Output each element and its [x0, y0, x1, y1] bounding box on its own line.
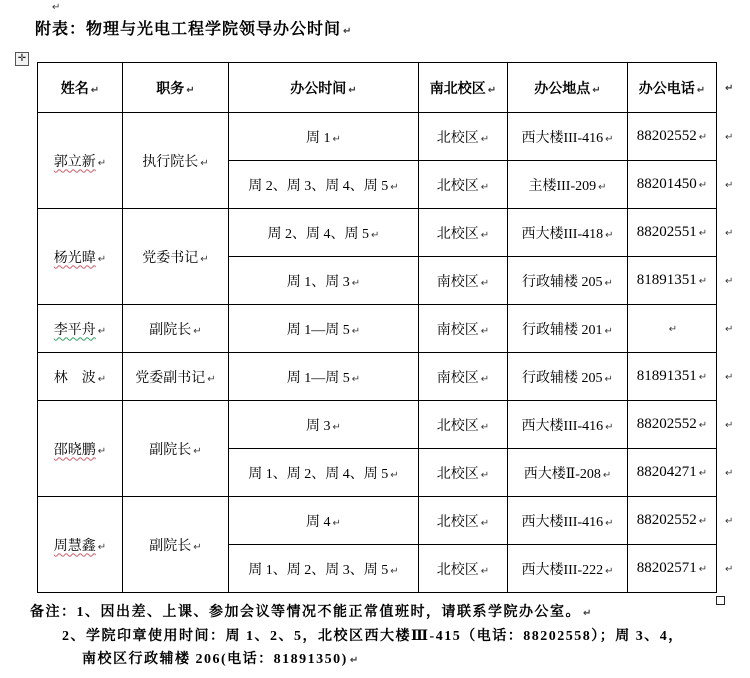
campus-cell-text: 北校区 [436, 562, 479, 578]
phone-cell [628, 401, 717, 449]
note-line-2 [62, 625, 730, 648]
name-cell-text: 李平舟 [53, 322, 96, 338]
time-cell [229, 545, 419, 593]
campus-cell [419, 353, 508, 401]
cell-end-mark: ↵ [332, 421, 341, 433]
name-cell-text: 邵晓鹏 [53, 442, 96, 458]
cell-end-mark: ↵ [698, 372, 708, 383]
position-cell [123, 209, 229, 305]
position-cell [123, 305, 229, 353]
name-cell-text: 杨光暐 [53, 250, 96, 266]
cell-end-mark: ↵ [480, 373, 490, 385]
time-cell-text: 周 1—周 5 [286, 322, 350, 338]
time-cell-text: 周 2、周 3、周 4、周 5 [248, 178, 389, 194]
cell-end-mark: ↵ [348, 84, 357, 96]
time-cell-text: 周 2、周 4、周 5 [267, 226, 370, 242]
cell-end-mark: ↵ [725, 275, 734, 287]
header-cell-2-text: 办公时间 [290, 81, 347, 97]
header-cell-1-text: 职务 [156, 81, 185, 97]
cell-end-mark: ↵ [696, 84, 706, 96]
header-cell-0-text: 姓名 [60, 81, 89, 97]
position-cell-text: 党委副书记 [135, 370, 206, 386]
phone-cell-text: 88202552 [636, 512, 697, 528]
page-title [35, 16, 352, 39]
time-cell-text: 周 1 [306, 130, 331, 146]
campus-cell [419, 449, 508, 497]
cell-end-mark: ↵ [698, 564, 708, 575]
row-end-mark [717, 257, 743, 305]
campus-cell [419, 305, 508, 353]
phone-cell-text: 88202551 [636, 224, 697, 240]
paragraph-mark: ↵ [349, 655, 360, 666]
cell-end-mark: ↵ [698, 276, 708, 287]
location-cell-text: 行政辅楼 205 [522, 274, 603, 290]
campus-cell-text: 北校区 [436, 514, 479, 530]
position-cell-text: 党委书记 [142, 250, 199, 266]
cell-end-mark: ↵ [725, 82, 734, 94]
row-end-mark [717, 63, 743, 113]
time-cell [229, 161, 419, 209]
row-end-mark [717, 209, 743, 257]
note-line-3 [82, 648, 730, 672]
row-end-mark [717, 305, 743, 353]
cell-end-mark: ↵ [371, 229, 380, 241]
campus-cell [419, 257, 508, 305]
cell-end-mark: ↵ [351, 373, 361, 385]
table-header-row [38, 63, 743, 113]
time-cell [229, 113, 419, 161]
cell-end-mark: ↵ [605, 229, 614, 241]
cell-end-mark: ↵ [390, 469, 399, 481]
cell-end-mark: ↵ [200, 253, 209, 265]
cell-end-mark: ↵ [604, 277, 613, 289]
phone-cell-text: 88202552 [636, 128, 697, 144]
time-cell [229, 401, 419, 449]
row-end-mark [717, 497, 743, 545]
campus-cell-text: 南校区 [436, 274, 479, 290]
header-cell-4-text: 办公地点 [534, 81, 591, 97]
cell-end-mark: ↵ [605, 133, 614, 145]
row-end-mark [717, 353, 743, 401]
location-cell [508, 305, 628, 353]
cell-end-mark: ↵ [698, 468, 708, 479]
time-cell-text: 周 3 [306, 418, 331, 434]
cell-end-mark: ↵ [200, 157, 209, 169]
campus-cell [419, 401, 508, 449]
table-row [38, 401, 743, 449]
location-cell [508, 257, 628, 305]
location-cell [508, 161, 628, 209]
cell-end-mark: ↵ [487, 84, 497, 96]
location-cell-text: 西大楼III-416 [521, 418, 604, 434]
campus-cell [419, 497, 508, 545]
cell-end-mark: ↵ [193, 445, 202, 457]
time-cell-text: 周 1、周 2、周 4、周 5 [248, 466, 389, 482]
phone-cell-text: 88204271 [636, 464, 697, 480]
cell-end-mark: ↵ [725, 563, 734, 575]
table-row [38, 305, 743, 353]
cell-end-mark: ↵ [605, 517, 614, 529]
name-cell [38, 209, 123, 305]
position-cell [123, 113, 229, 209]
time-cell-text: 周 1、周 3 [286, 274, 350, 290]
phone-cell [628, 353, 717, 401]
cell-end-mark: ↵ [725, 179, 734, 191]
location-cell-text: 行政辅楼 205 [522, 370, 603, 386]
cell-end-mark: ↵ [480, 469, 490, 481]
location-cell-text: 西大楼III-416 [521, 514, 604, 530]
location-cell [508, 209, 628, 257]
row-end-mark [717, 401, 743, 449]
name-cell-text: 林 波 [53, 370, 96, 386]
phone-cell [628, 449, 717, 497]
row-end-mark [717, 449, 743, 497]
position-cell-text: 副院长 [149, 442, 192, 458]
paragraph-mark: ↵ [343, 26, 353, 37]
phone-cell-text: 81891351 [636, 272, 697, 288]
cell-end-mark: ↵ [351, 277, 361, 289]
page-title-text: 附表：物理与光电工程学院领导办公时间 [35, 21, 342, 38]
cell-end-mark: ↵ [698, 420, 708, 431]
campus-cell-text: 北校区 [436, 226, 479, 242]
cell-end-mark: ↵ [186, 84, 195, 96]
row-end-mark [717, 113, 743, 161]
cell-end-mark: ↵ [480, 133, 490, 145]
campus-cell-text: 南校区 [436, 322, 479, 338]
cell-end-mark: ↵ [332, 133, 341, 145]
header-cell-3-text: 南北校区 [429, 81, 486, 97]
cell-end-mark: ↵ [480, 565, 490, 577]
cell-end-mark: ↵ [97, 157, 107, 169]
time-cell [229, 449, 419, 497]
cell-end-mark: ↵ [668, 324, 678, 335]
note-line-2-text: 2、学院印章使用时间：周 1、2、5，北校区西大楼Ⅲ-415（电话：88202558）；周 3、4， [62, 629, 684, 644]
position-cell-text: 副院长 [149, 538, 192, 554]
note-line-1-text: 备注：1、因出差、上课、参加会议等情况不能正常值班时，请联系学院办公室。 [30, 605, 581, 620]
cell-end-mark: ↵ [480, 421, 490, 433]
cell-end-mark: ↵ [97, 373, 107, 385]
campus-cell [419, 545, 508, 593]
location-cell [508, 449, 628, 497]
table-row [38, 113, 743, 161]
time-cell-text: 周 1、周 2、周 3、周 5 [248, 562, 389, 578]
row-end-mark [717, 161, 743, 209]
time-cell [229, 257, 419, 305]
cell-end-mark: ↵ [351, 325, 361, 337]
phone-cell-text: 81891351 [636, 368, 697, 384]
campus-cell-text: 北校区 [436, 466, 479, 482]
header-cell-5-text: 办公电话 [638, 81, 695, 97]
paragraph-mark: ↵ [583, 608, 593, 619]
name-cell [38, 497, 123, 593]
location-cell-text: 西大楼Ⅱ-208 [523, 466, 601, 482]
phone-cell-text: 88202552 [636, 416, 697, 432]
cell-end-mark: ↵ [207, 373, 216, 385]
location-cell-text: 行政辅楼 201 [522, 322, 603, 338]
position-cell [123, 353, 229, 401]
time-cell-text: 周 1—周 5 [286, 370, 350, 386]
header-cell-0 [38, 63, 123, 113]
table-row [38, 497, 743, 545]
campus-cell-text: 南校区 [436, 370, 479, 386]
cell-end-mark: ↵ [698, 516, 708, 527]
campus-cell [419, 161, 508, 209]
table-row [38, 209, 743, 257]
location-cell [508, 545, 628, 593]
position-cell [123, 497, 229, 593]
header-cell-2 [229, 63, 419, 113]
cell-end-mark: ↵ [725, 227, 734, 239]
office-hours-table [37, 62, 743, 593]
paragraph-mark: ↵ [52, 2, 61, 13]
cell-end-mark: ↵ [480, 181, 490, 193]
location-cell [508, 113, 628, 161]
cell-end-mark: ↵ [480, 277, 490, 289]
position-cell-text: 执行院长 [142, 154, 199, 170]
position-cell [123, 401, 229, 497]
row-end-mark [717, 545, 743, 593]
cell-end-mark: ↵ [725, 467, 734, 479]
location-cell-text: 西大楼III-418 [521, 226, 604, 242]
location-cell-text: 西大楼III-222 [521, 562, 604, 578]
position-cell-text: 副院长 [149, 322, 192, 338]
name-cell [38, 305, 123, 353]
cell-end-mark: ↵ [604, 373, 613, 385]
cell-end-mark: ↵ [97, 445, 107, 457]
phone-cell [628, 113, 717, 161]
phone-cell [628, 161, 717, 209]
name-cell-text: 周慧鑫 [53, 538, 96, 554]
cell-end-mark: ↵ [97, 541, 107, 553]
phone-cell [628, 209, 717, 257]
name-cell [38, 353, 123, 401]
cell-end-mark: ↵ [193, 541, 202, 553]
cell-end-mark: ↵ [193, 325, 202, 337]
phone-cell [628, 497, 717, 545]
campus-cell [419, 113, 508, 161]
cell-end-mark: ↵ [605, 421, 614, 433]
campus-cell-text: 北校区 [436, 130, 479, 146]
name-cell-text: 郭立新 [53, 154, 96, 170]
table-row [38, 353, 743, 401]
location-cell-text: 西大楼III-416 [521, 130, 604, 146]
name-cell [38, 113, 123, 209]
time-cell [229, 209, 419, 257]
cell-end-mark: ↵ [725, 131, 734, 143]
cell-end-mark: ↵ [698, 180, 708, 191]
cell-end-mark: ↵ [480, 325, 490, 337]
cell-end-mark: ↵ [390, 565, 399, 577]
cell-end-mark: ↵ [698, 132, 708, 143]
time-cell-text: 周 4 [306, 514, 331, 530]
time-cell [229, 353, 419, 401]
table-move-handle[interactable] [15, 52, 29, 66]
cell-end-mark: ↵ [90, 84, 100, 96]
cell-end-mark: ↵ [602, 469, 612, 481]
time-cell [229, 305, 419, 353]
campus-cell-text: 北校区 [436, 418, 479, 434]
cell-end-mark: ↵ [592, 84, 601, 96]
cell-end-mark: ↵ [604, 325, 613, 337]
cell-end-mark: ↵ [598, 181, 607, 193]
location-cell [508, 497, 628, 545]
cell-end-mark: ↵ [97, 253, 107, 265]
move-icon: ✛ [17, 53, 27, 64]
cell-end-mark: ↵ [390, 181, 399, 193]
header-cell-3 [419, 63, 508, 113]
cell-end-mark: ↵ [698, 228, 708, 239]
time-cell [229, 497, 419, 545]
phone-cell-text: 88202571 [636, 560, 697, 576]
campus-cell [419, 209, 508, 257]
cell-end-mark: ↵ [725, 419, 734, 431]
cell-end-mark: ↵ [725, 323, 734, 335]
location-cell [508, 353, 628, 401]
header-cell-4 [508, 63, 628, 113]
cell-end-mark: ↵ [605, 565, 614, 577]
cell-end-mark: ↵ [480, 229, 490, 241]
location-cell-text: 主楼III-209 [528, 178, 597, 194]
cell-end-mark: ↵ [725, 515, 734, 527]
header-cell-1 [123, 63, 229, 113]
header-cell-5 [628, 63, 717, 113]
cell-end-mark: ↵ [480, 517, 490, 529]
phone-cell [628, 545, 717, 593]
cell-end-mark: ↵ [332, 517, 341, 529]
campus-cell-text: 北校区 [436, 178, 479, 194]
cell-end-mark: ↵ [725, 371, 734, 383]
name-cell [38, 401, 123, 497]
notes [30, 601, 730, 672]
phone-cell [628, 257, 717, 305]
cell-end-mark: ↵ [97, 325, 107, 337]
location-cell [508, 401, 628, 449]
note-line-3-text: 南校区行政辅楼 206(电话：81891350) [82, 652, 348, 667]
phone-cell [628, 305, 717, 353]
phone-cell-text: 88201450 [636, 176, 697, 192]
note-line-1 [30, 601, 730, 625]
